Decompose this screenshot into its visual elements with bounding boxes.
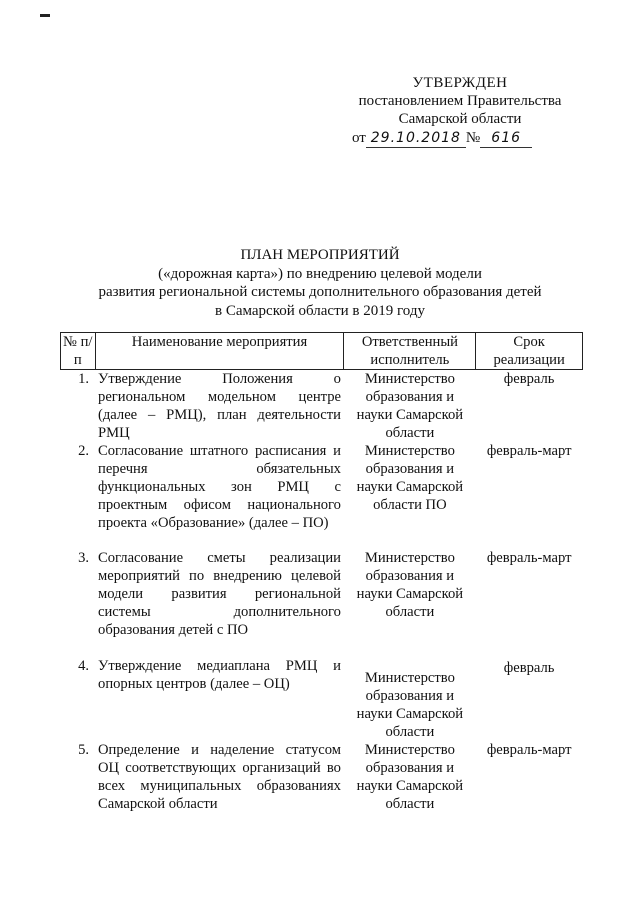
header-name: Наименование мероприятия — [95, 333, 344, 370]
approval-heading: УТВЕРЖДЕН — [412, 75, 508, 91]
row-num: 1. — [78, 371, 90, 387]
row-num: 5. — [78, 742, 90, 758]
row-name: Утверждение медиаплана РМЦ и опорных центров (далее – ОЦ) — [98, 658, 341, 692]
title-line-2: («дорожная карта») по внедрению целевой модели — [158, 265, 482, 282]
from-label: от — [352, 130, 366, 146]
handwritten-date: 29.10.2018 — [366, 129, 466, 148]
approval-line-2: Самарской области — [398, 111, 522, 127]
title-line-4: в Самарской области в 2019 году — [215, 302, 425, 319]
row-executor: Министерство образования и науки Самарской области ПО — [356, 443, 464, 513]
plan-table — [60, 332, 583, 813]
row-name: Согласование штатного расписания и перечня обязательных функциональных зон РМЦ с проектным офисом национального проекта «Образование» (далее – ПО) — [98, 443, 341, 531]
row-executor: Министерство образования и науки Самарской области — [356, 550, 464, 620]
row-num: 3. — [78, 550, 90, 566]
table-row — [61, 442, 583, 549]
row-name: Определение и наделение статусом ОЦ соответствующих организаций во всех муниципальных образованиях Самарской области — [98, 742, 341, 812]
header-executor: Ответственный исполнитель — [344, 333, 476, 370]
approval-block — [340, 74, 580, 148]
row-executor: Министерство образования и науки Самарской области — [356, 670, 464, 740]
row-name: Согласование сметы реализации мероприятий по внедрению целевой модели развития региональной системы дополнительного образования детей с ПО — [98, 550, 341, 638]
handwritten-number: 616 — [480, 129, 532, 148]
table-row — [61, 657, 583, 741]
row-deadline: февраль-март — [486, 742, 572, 758]
number-label: № — [465, 130, 481, 146]
title-line-3: развития региональной системы дополнительного образования детей — [98, 284, 542, 300]
row-executor: Министерство образования и науки Самарской области — [356, 371, 464, 441]
header-deadline: Срок реализации — [476, 333, 583, 370]
row-deadline: февраль — [503, 371, 555, 387]
table-row — [61, 741, 583, 813]
table-header-row — [61, 333, 583, 370]
row-name: Утверждение Положения о региональном модельном центре (далее – РМЦ), план деятельности РМЦ — [98, 371, 341, 441]
row-num: 2. — [78, 443, 90, 459]
approval-date-line — [340, 129, 580, 148]
title-line-1: ПЛАН МЕРОПРИЯТИЙ — [240, 247, 400, 263]
row-deadline: февраль-март — [486, 550, 572, 566]
scan-mark — [40, 14, 50, 17]
row-deadline: февраль — [503, 660, 555, 676]
row-num: 4. — [78, 658, 90, 674]
document-title — [60, 246, 580, 320]
row-executor: Министерство образования и науки Самарской области — [356, 742, 464, 812]
table-row — [61, 370, 583, 443]
table-row — [61, 549, 583, 657]
approval-line-1: постановлением Правительства — [358, 93, 562, 109]
header-num: № п/п — [61, 333, 96, 370]
row-deadline: февраль-март — [486, 443, 572, 459]
